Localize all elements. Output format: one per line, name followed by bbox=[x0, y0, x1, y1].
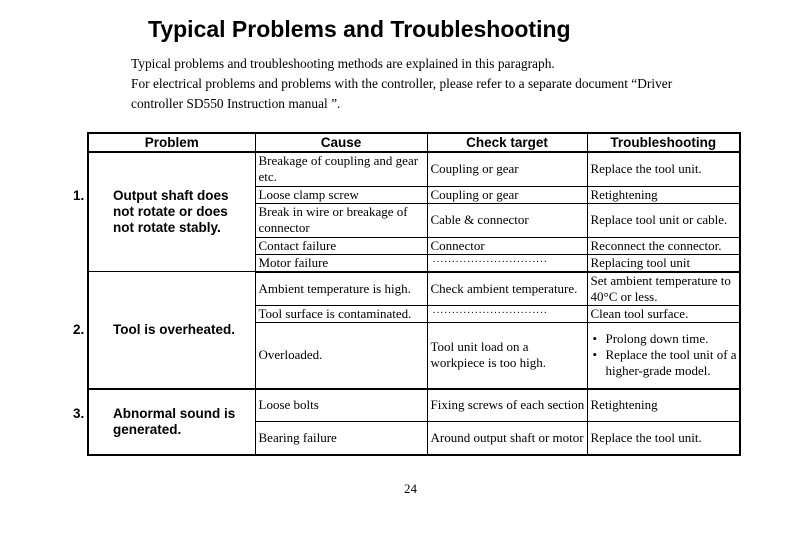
header-cause: Cause bbox=[255, 133, 427, 152]
problem-3-line-1: 3. Abnormal sound is bbox=[73, 405, 236, 421]
cause-cell: Contact failure bbox=[255, 237, 427, 254]
check-cell-dotted: ······························ bbox=[427, 254, 587, 272]
header-problem: Problem bbox=[88, 133, 255, 152]
intro-paragraph bbox=[131, 54, 672, 114]
table-header-row bbox=[88, 133, 740, 152]
problem-2-line-1: 2. Tool is overheated. bbox=[73, 321, 236, 337]
intro-line-2: For electrical problems and problems with the controller, please refer to a separate document “Driver bbox=[131, 76, 673, 91]
check-cell: Coupling or gear bbox=[427, 152, 587, 186]
check-cell: Tool unit load on a workpiece is too high. bbox=[427, 323, 587, 389]
cause-cell: Tool surface is contaminated. bbox=[255, 306, 427, 323]
cause-cell: Loose bolts bbox=[255, 389, 427, 422]
problem-cell-2 bbox=[73, 272, 255, 389]
check-cell: Fixing screws of each section bbox=[427, 389, 587, 422]
troubleshooting-table bbox=[73, 132, 741, 456]
fix-cell: Retightening bbox=[587, 186, 740, 203]
fix-cell: Replace the tool unit. bbox=[587, 152, 740, 186]
check-cell: Coupling or gear bbox=[427, 186, 587, 203]
table-row bbox=[88, 152, 740, 186]
problem-1-line-3: not rotate stably. bbox=[113, 220, 221, 235]
intro-line-1: Typical problems and troubleshooting methods are explained in this paragraph. bbox=[131, 56, 555, 71]
cause-cell: Motor failure bbox=[255, 254, 427, 272]
table-row bbox=[88, 272, 740, 306]
problem-1-line-1: 1. Output shaft does bbox=[73, 188, 229, 203]
check-cell-dotted: ······························ bbox=[427, 306, 587, 323]
fix-cell: Clean tool surface. bbox=[587, 306, 740, 323]
page-title: Typical Problems and Troubleshooting bbox=[148, 16, 571, 42]
cause-cell: Bearing failure bbox=[255, 422, 427, 455]
check-cell: Connector bbox=[427, 237, 587, 254]
fix-bullet-item: • Prolong down time. bbox=[591, 331, 738, 347]
cause-cell: Breakage of coupling and gear etc. bbox=[255, 152, 427, 186]
check-cell: Around output shaft or motor bbox=[427, 422, 587, 455]
cause-cell: Break in wire or breakage of connector bbox=[255, 203, 427, 237]
problem-1-line-2: not rotate or does bbox=[113, 204, 228, 219]
problem-3-line-2: generated. bbox=[113, 421, 182, 437]
fix-bullet-item: • Replace the tool unit of a higher-grade model. bbox=[591, 347, 738, 379]
fix-cell: Replacing tool unit bbox=[587, 254, 740, 272]
cause-cell: Loose clamp screw bbox=[255, 186, 427, 203]
check-cell: Check ambient temperature. bbox=[427, 272, 587, 306]
cause-cell: Overloaded. bbox=[255, 323, 427, 389]
fix-cell: Reconnect the connector. bbox=[587, 237, 740, 254]
fix-cell: Replace the tool unit. bbox=[587, 422, 740, 455]
header-troubleshooting: Troubleshooting bbox=[587, 133, 740, 152]
check-cell: Cable & connector bbox=[427, 203, 587, 237]
problem-cell-3 bbox=[73, 389, 255, 455]
header-check-target: Check target bbox=[427, 133, 587, 152]
table-row bbox=[88, 389, 740, 422]
fix-bullet-list bbox=[591, 331, 738, 379]
fix-cell bbox=[587, 323, 740, 389]
problem-cell-1 bbox=[73, 152, 255, 272]
intro-line-3: controller SD550 Instruction manual ”. bbox=[131, 96, 341, 111]
fix-cell: Retightening bbox=[587, 389, 740, 422]
fix-cell: Replace tool unit or cable. bbox=[587, 203, 740, 237]
page-number: 24 bbox=[404, 481, 417, 496]
cause-cell: Ambient temperature is high. bbox=[255, 272, 427, 306]
fix-cell: Set ambient temperature to 40°C or less. bbox=[587, 272, 740, 306]
